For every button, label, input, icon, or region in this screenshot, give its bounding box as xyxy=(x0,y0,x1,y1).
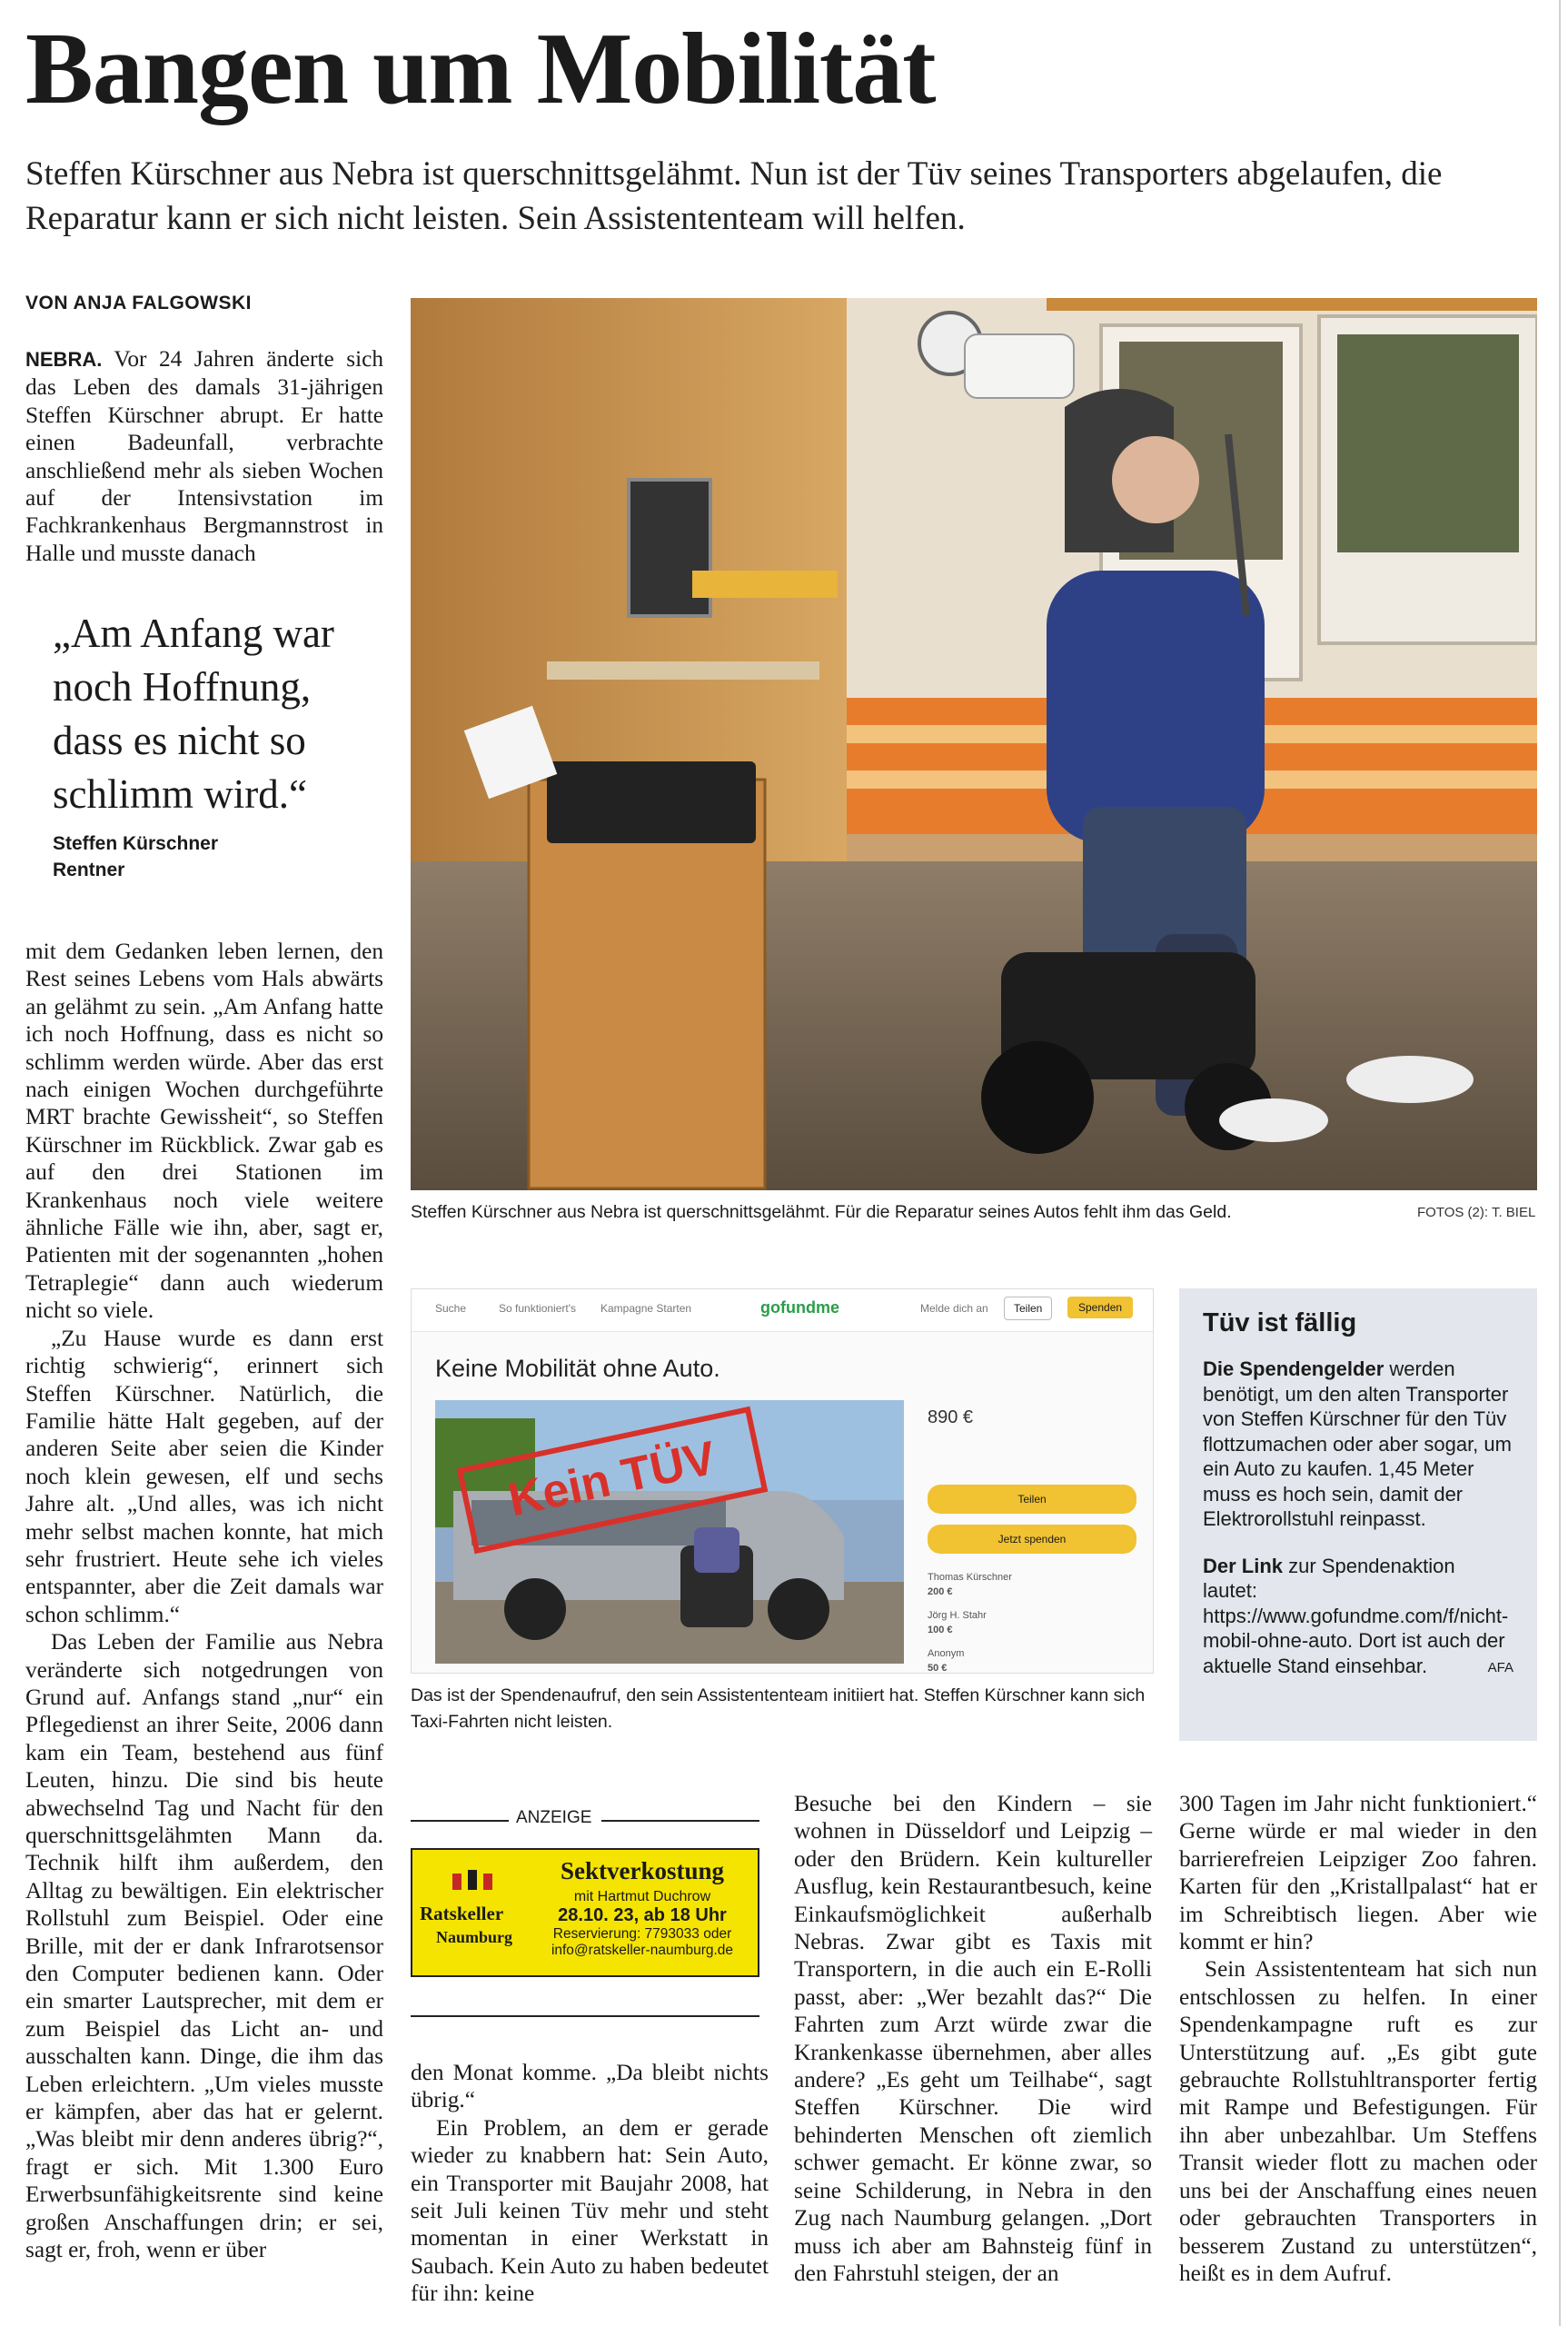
donor-name: Thomas Kürschner xyxy=(928,1572,1012,1583)
kein-tuev-stamp: Kein TÜV xyxy=(503,1431,720,1527)
nav-start: Kampagne Starten xyxy=(600,1302,692,1315)
ad-label: ANZEIGE xyxy=(516,1808,592,1827)
paragraph: „Zu Hause wurde es dann erst richtig schwierig“, erinnert sich Steffen Kürschner. Natürlich, die Familie hätte Halt gegeben, auf der anderen Seite aber seien die Kinder noch klein gewesen, elf und sechs Jahre alt. „Und alles, was ich nicht mehr selbst machen konnte, hat mich sehr frustriert. Heute sehe ich vieles entspannter, aber die Zeit damals war schon schlimm.“ xyxy=(25,1325,383,1627)
ad-line-2: 28.10. 23, ab 18 Uhr xyxy=(558,1905,727,1925)
article-column-3 xyxy=(794,1790,1152,2287)
donor-amount: 50 € xyxy=(928,1663,948,1674)
ad-line-1: mit Hartmut Duchrow xyxy=(573,1889,711,1904)
donor-list xyxy=(928,1570,1136,1674)
nav-search: Suche xyxy=(435,1302,467,1315)
pull-quote: „Am Anfang war noch Hoffnung, dass es nicht so schlimm wird.“ xyxy=(53,611,334,817)
ad-line-4: info@ratskeller-naumburg.de xyxy=(551,1943,734,1958)
screenshot-navbar xyxy=(412,1289,1154,1332)
deck: Steffen Kürschner aus Nebra ist querschnittsgelähmt. Nun ist der Tüv seines Transporters abgelaufen, die Reparatur kann er sich nicht leisten. Sein Assistententeam will helfen. xyxy=(25,155,1443,237)
info-box xyxy=(1179,1288,1537,1741)
ad-rule-right xyxy=(601,1820,759,1822)
headline: Bangen um Mobilität xyxy=(25,13,936,125)
article-column-2 xyxy=(411,2059,769,2308)
paragraph: Besuche bei den Kindern – sie wohnen in Düsseldorf und Leipzig – oder den Brüdern. Kein kultureller Ausflug, kein Restaurantbesuch, keine Einkaufsmöglichkeit außerhalb Nebras. Zwar gibt es Taxis mit Transportern, in die auch ein E-Rolli passt, aber: „Wer bezahlt das?“ Die Fahrten zum Arzt würde zwar die Krankenkasse übernehmen, aber alles andere? „Es geht um Teilhabe“, sagt Steffen Kürschner. Die wird behinderten Menschen oft ziemlich schwer gemacht. Er könne zwar, so seine Schilderung, in Nebra in den Zug nach Naumburg gelangen. „Dort muss ich aber am Bahnsteig fünf in den Fahrstuhl steigen, der an xyxy=(794,1791,1152,2286)
paragraph: Sein Assistententeam hat sich nun entschlossen zu helfen. In einer Spendenkampagne ruft es zur Unterstützung auf. „Es gibt gute gebrauchte Rollstuhltransporter fertig mit Rampe und Befestigungen. Für ihn aber unbezahlbar. Um Steffens Transit wieder flott zu machen oder uns bei der Anschaffung eines neuen oder gebrauchten Transporters in besserem Zustand zu unterstützen“, heißt es in dem Aufruf. xyxy=(1179,1956,1537,2286)
donation-panel xyxy=(928,1407,1136,1674)
info-lead-1: Die Spendengelder xyxy=(1203,1357,1384,1380)
paragraph: 300 Tagen im Jahr nicht funktioniert.“ Gerne würde er mal wieder in den barrierefreien Leipziger Zoo fahren. Karten für den „Kristallpalast“ hat er im Schreibtisch liegen. Aber wie kommt er hin? xyxy=(1179,1791,1537,1955)
paragraph: mit dem Gedanken leben lernen, den Rest seines Lebens vom Hals abwärts an gelähmt zu sein. „Am Anfang hatte ich noch Hoffnung, dass es nicht so schlimm werden würde. Aber das erst nach einigen Wochen durchgeführte MRT brachte Gewissheit“, so Steffen Kürschner im Rückblick. Zwar gab es auf den drei Stationen im Krankenhaus noch viele weitere ähnliche Fälle wie ihn, aber, sagt er, Patienten mit der sogenannten „hohen Tetraplegie“ dann auch wiederum nicht so viele. xyxy=(25,939,383,1324)
nav-donate: Spenden xyxy=(1067,1297,1133,1318)
paragraph: Ein Problem, an dem er gerade wieder zu knabbern hat: Sein Auto, ein Transporter mit Baujahr 2008, hat seit Juli keinen Tüv mehr und steht momentan in einer Werkstatt in Saubach. Kein Auto zu haben bedeutet für ihn: keine xyxy=(411,2114,769,2307)
pull-quote-name: Steffen Kürschner xyxy=(53,833,219,854)
nav-how: So funktioniert's xyxy=(499,1302,577,1315)
ad-rule-bottom xyxy=(411,2015,759,2017)
ad-line-3: Reservierung: 7793033 oder xyxy=(552,1926,732,1942)
info-lead-2: Der Link xyxy=(1203,1554,1284,1577)
pull-quote-role: Rentner xyxy=(53,860,125,880)
intro-text: Vor 24 Jahren änderte sich das Leben des damals 31-jährigen Steffen Kürschner abrupt. Er hatte einen Badeunfall, verbrachte anschließend mehr als sieben Wochen auf der Intensivstation im Fachkrankenhaus Bergmannstrost in Halle und musste danach xyxy=(25,346,383,566)
nav-share: Teilen xyxy=(1004,1297,1052,1320)
ad-title: Sektverkostung xyxy=(560,1857,725,1884)
article-intro xyxy=(25,345,383,567)
info-text-2: zur Spendenaktion lautet: https://www.gofundme.com/f/nicht-mobil-ohne-auto. Dort ist auch der aktuelle Stand einsehbar. xyxy=(1203,1554,1509,1677)
photo-credit: FOTOS (2): T. BIEL xyxy=(1417,1205,1536,1220)
donor-amount: 200 € xyxy=(928,1586,953,1597)
main-photo-caption: Steffen Kürschner aus Nebra ist querschnittsgelähmt. Für die Reparatur seines Autos fehlt ihm das Geld. xyxy=(411,1202,1232,1222)
ad-brand-2: Naumburg xyxy=(436,1928,513,1946)
share-button: Teilen xyxy=(928,1485,1136,1514)
donor-name: Jörg H. Stahr xyxy=(928,1610,987,1621)
campaign-title: Keine Mobilität ohne Auto. xyxy=(435,1355,720,1382)
photo-illustration xyxy=(411,298,1537,1190)
donor-name: Anonym xyxy=(928,1648,965,1659)
page-edge xyxy=(1559,0,1561,2326)
screenshot-caption: Das ist der Spendenaufruf, den sein Assistententeam initiiert hat. Steffen Kürschner kann sich Taxi-Fahrten nicht leisten. xyxy=(411,1685,1146,1732)
paragraph: Das Leben der Familie aus Nebra veränderte sich notgedrungen von Grund auf. Anfangs stand „nur“ ein Pflegedienst an ihrer Seite, 2006 dann kam ein Team, bestehend aus fünf Leuten, hinzu. Die sind bis heute abwechselnd Tag und Nacht für den querschnittsgelähmten Mann da. Technik hilft ihm außerdem, den Alltag zu bewältigen. Ein elektrischer Rollstuhl zum Beispiel. Oder eine Brille, mit der er dank Infrarotsensor den Computer bedienen kann. Oder ein smarter Lautsprecher, mit dem er zum Beispiel das Licht an- und ausschalten kann. Dinge, die ihm das Leben erleichtern. „Um vieles musste er kämpfen, aber das hat er gelernt. „Was bleibt mir denn anderes übrig?“, fragt er sich. Mit 1.300 Euro Erwerbsunfähigkeitsrente sind keine großen Anschaffungen drin; er sei, sagt er, froh, wenn er über xyxy=(25,1629,383,2263)
campaign-photo xyxy=(435,1400,904,1664)
paragraph: den Monat komme. „Da bleibt nichts übrig.“ xyxy=(411,2060,769,2113)
ad-text xyxy=(529,1857,756,1959)
dateline: NEBRA. xyxy=(25,348,103,371)
ratskeller-logo-icon xyxy=(445,1868,500,1895)
ad-box xyxy=(411,1848,759,1977)
main-photo xyxy=(411,298,1537,1190)
raised-amount: 890 € xyxy=(928,1407,974,1427)
donor-amount: 100 € xyxy=(928,1625,953,1635)
ad-brand-1: Ratskeller xyxy=(420,1903,504,1924)
article-column-1 xyxy=(25,938,383,2264)
byline: VON ANJA FALGOWSKI xyxy=(25,293,252,313)
info-text-1: werden benötigt, um den alten Transporter von Steffen Kürschner für den Tüv flottzumachen oder aber sogar, um ein Auto zu kaufen. 1,45 Meter muss es hoch sein, damit der Elektrorollstuhl reinpasst. xyxy=(1203,1357,1512,1530)
ad-rule-left xyxy=(411,1820,509,1822)
info-sign: AFA xyxy=(1487,1660,1513,1675)
gofundme-logo: gofundme xyxy=(760,1298,839,1317)
article-column-4 xyxy=(1179,1790,1537,2287)
fundraiser-screenshot xyxy=(411,1288,1154,1674)
donate-button: Jetzt spenden xyxy=(928,1525,1136,1554)
pull-quote-attribution xyxy=(53,830,218,883)
nav-login: Melde dich an xyxy=(920,1302,988,1315)
info-box-title: Tüv ist fällig xyxy=(1203,1308,1357,1337)
